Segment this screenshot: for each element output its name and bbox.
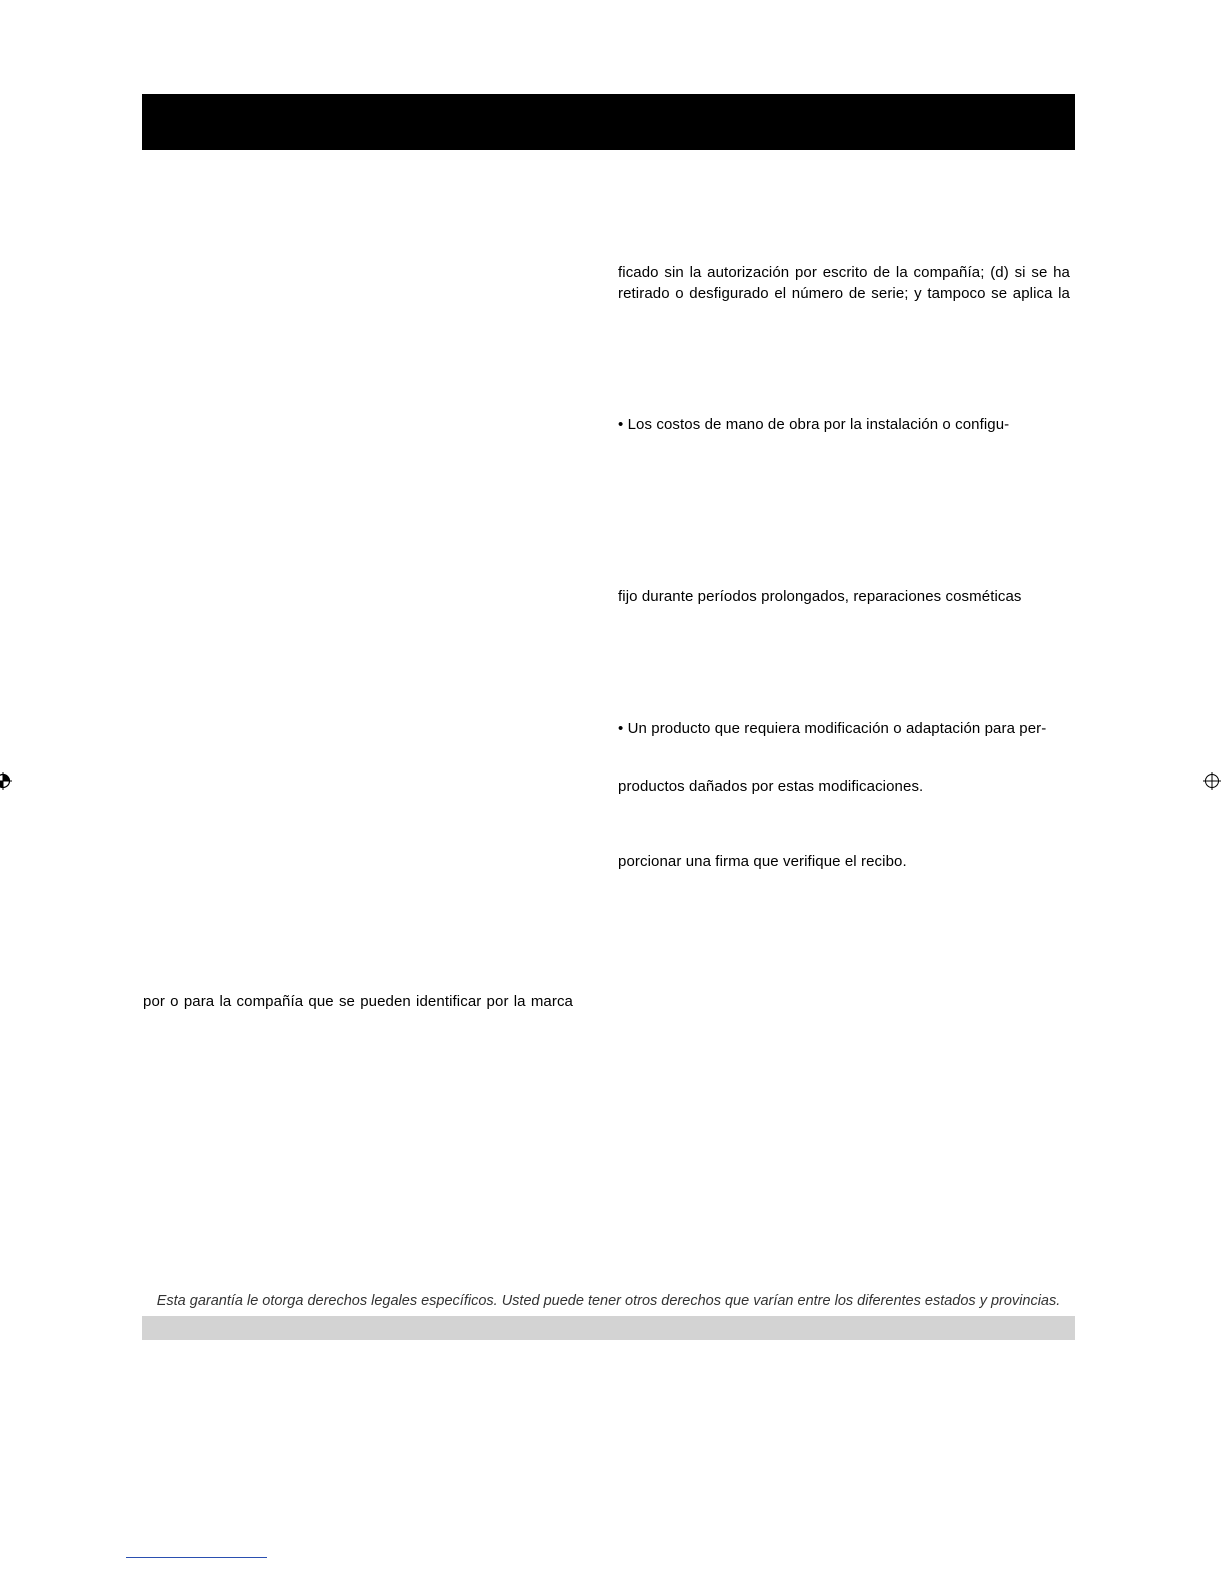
text-line: por o para la compañía que se pueden identificar por la marca	[143, 993, 573, 1010]
text-line: retirado o desfigurado el número de serie; y tampoco se aplica la	[618, 285, 1070, 302]
footer-bar	[142, 1316, 1075, 1340]
bullet-text-line: • Un producto que requiera modificación o adaptación para per-	[618, 720, 1047, 737]
registration-mark-icon	[0, 772, 12, 790]
header-bar	[142, 94, 1075, 150]
registration-mark-icon	[1203, 772, 1221, 790]
bullet-text-line: • Los costos de mano de obra por la instalación o configu-	[618, 416, 1010, 433]
text-line: productos dañados por estas modificaciones.	[618, 778, 924, 795]
warranty-rights-note: Esta garantía le otorga derechos legales específicos. Usted puede tener otros derechos que varían entre los diferentes estados y provincias.	[156, 1293, 1061, 1309]
text-line: fijo durante períodos prolongados, reparaciones cosméticas	[618, 588, 1022, 605]
text-line: porcionar una firma que verifique el recibo.	[618, 853, 907, 870]
bottom-rule	[126, 1557, 267, 1558]
text-line: ficado sin la autorización por escrito de la compañía; (d) si se ha	[618, 264, 1070, 281]
